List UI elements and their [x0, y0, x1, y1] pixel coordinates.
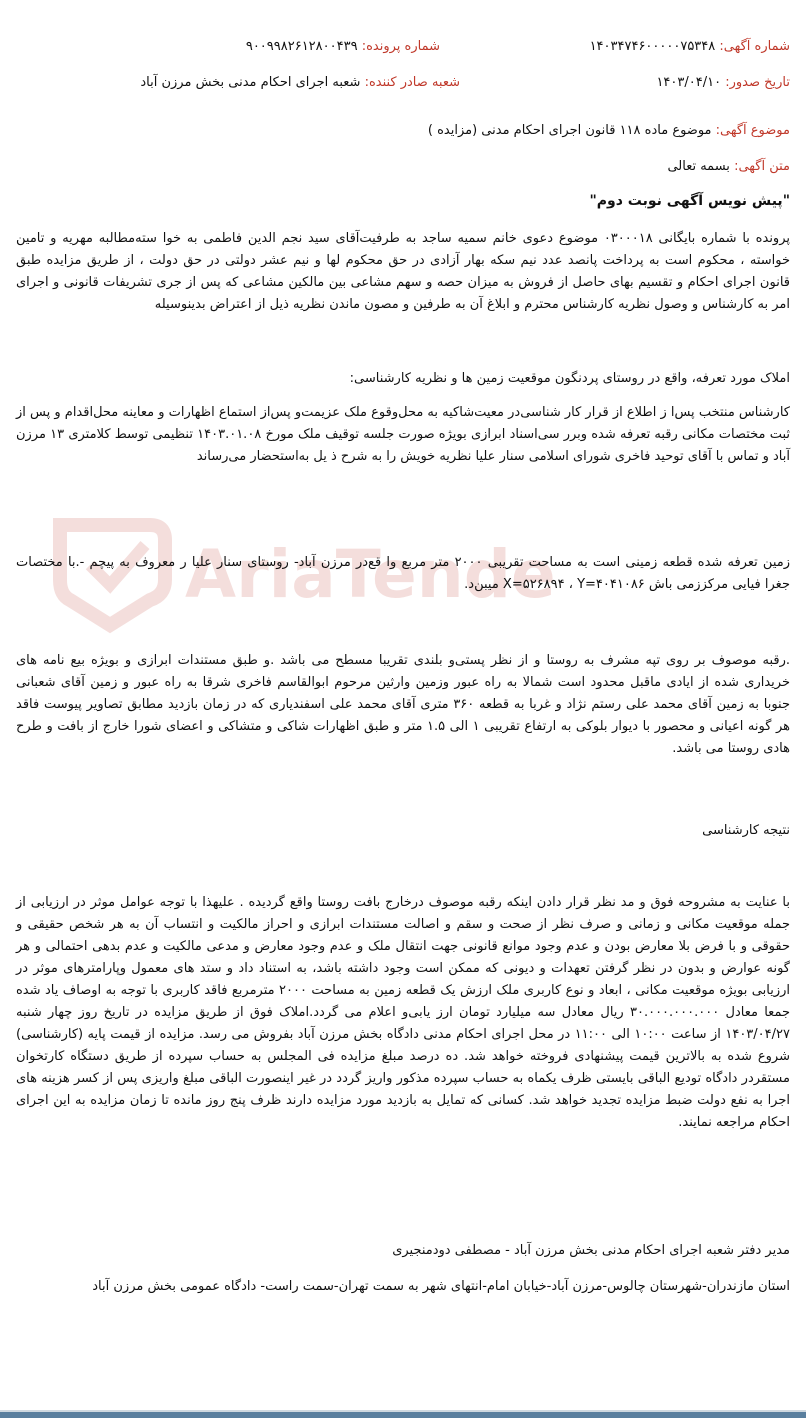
body-head-label: متن آگهی: — [734, 159, 790, 174]
issuer — [140, 74, 460, 92]
body-head-text: بسمه تعالی — [667, 159, 730, 174]
ad-number — [590, 38, 790, 56]
paragraph-signature: مدیر دفتر شعبه اجرای احکام مدنی بخش مرزن آباد - مصطفی دودمنجیری — [392, 1243, 790, 1258]
paragraph-boundaries: .رقبه موصوف بر روی تپه مشرف به روستا و از نظر پستی‌و بلندی تقریبا مسطح می باشد .و طبق مستندات ابرازی و بویژه بیع نامه های خریداری شده از ایادی ماقبل محدود است شمالا به راه عبور وزمین وارثین مرحوم ابوالقاسم فاخری شرقا به راه عبور و زمین آقای شعبانی جنوبا به زمین آقای محمد علی رستم نژاد و غربا به قطعه ۳۶۰ متری آقای محمد علی اسفندیاری که در زمان بازدید مطابق تصاویر پیوست فاقد هر گونه اعیانی و محصور با دیوار بلوکی به ارتفاع تقریبی ۱ الی ۱.۵ متر و طبق اظهارات شاکی و متشاکی و اعضای شورا خارج از بافت و طرح هادی روستا می باشد. — [16, 653, 790, 756]
subject — [428, 122, 790, 140]
case-number — [246, 38, 440, 56]
draft-title: "پیش نویس آگهی نوبت دوم" — [589, 193, 790, 209]
paragraph-properties-heading: املاک مورد تعرفه، واقع در روستای پردنگون موقعیت زمین ها و نظریه کارشناسی: — [349, 371, 790, 386]
issuer-value: شعبه اجرای احکام مدنی بخش مرزن آباد — [140, 75, 361, 90]
paragraph-expert-visit: کارشناس منتخب پس‌ا ز اطلاع از قرار کار شناسی‌در معیت‌شاکیه به محل‌وقوع ملک عزیمت‌و پس‌از استماع اظهارات و معاینه محل‌اقدام و پس از ثبت مختصات مکانی رقبه تعرفه شده وبرر سی‌اسناد ابرازی بویژه صورت جلسه توقیف ملک مورخ ۱۴۰۳.۰۱.۰۸ تنظیمی توسط کلامتری ۱۳ مرزن آباد و تماس با آقای توحید فاخری شورای اسلامی سنار علیا نظریه خویش را به شرح ذ یل به‌استحضار می‌ر‌ساند — [16, 405, 790, 464]
section-heading-expert-result: نتیجه کارشناسی — [702, 823, 790, 838]
ad-number-label: شماره آگهی: — [719, 39, 790, 54]
issuer-label: شعبه صادر کننده: — [364, 75, 460, 90]
ad-number-value: ۱۴۰۳۴۷۴۶۰۰۰۰۰۷۵۳۴۸ — [589, 39, 716, 54]
issue-date-value: ۱۴۰۳/۰۴/۱۰ — [656, 75, 722, 90]
paragraph-valuation-auction: با عنایت به مشروحه فوق و مد نظر قرار دادن اینکه رقبه موصوف درخارج بافت روستا واقع گردیده . علیهذا با توجه عوامل موثر در ارزیابی از جمله موقعیت مکانی و زمانی و صرف نظر از صحت و سقم و اصالت مستندات ابرازی و احراز مالکیت و انتساب آن به هر شخص حقیقی و حقوقی و با فرض بلا معارض بودن و عدم وجود موانع قانونی جهت انتقال ملک و عدم وجود معارض و مدعی مالکیت و عدم بدهی احتمالی و هر گونه عوارض و بدون در نظر گرفتن تعهدات و دیونی که ممکن است وجود داشته باشد، به استناد داد و ستد های معمول وپارامترهای موثر در ارزیابی بویژه موقعیت مکانی ، ابعاد و نوع کاربری ملک ارزش یک قطعه زمین به مساحت ۲۰۰۰ مترمربع فاقد کاربری با توجه به اوصاف یاد شده جمعا معادل ۳۰.۰۰۰.۰۰۰.۰۰۰ ریال معادل سه میلیارد تومان ارز یابی‌و اعلام می گردد.املاک فوق از طریق مزایده در تاریخ روز چهار شنبه ۱۴۰۳/۰۴/۲۷ از ساعت ۱۰:۰۰ الی ۱۱:۰۰ در محل اجرای احکام مدنی دادگاه بخش مرزن آباد بفروش می رسد. مزایده از قیمت پایه (کارشناسی) شروع شده به بالاترین قیمت پیشنهادی فروخته خواهد شد. ده درصد مبلغ مزایده فی المجلس به حساب سپرده از طریق دستگاه کارتخوان مستقردر دادگاه تودیع الباقی بایستی ظرف یکماه به حساب سپرده مذکور واریز گردد در غیر اینصورت الباقی مبلغ واریزی پس از کسر هزینه های اجرا به نفع دولت ضبط مزایده تجدید خواهد شد. کسانی که تمایل به بازدید مورد مزایده دارند ظرف پنج روز مانده تا زمان مزایده به این اجرای احکام مراجعه نمایند. — [16, 895, 791, 1130]
paragraph-case-intro: پرونده با شماره بایگانی ۰۳۰۰۰۱۸ موضوع دعوی خانم سمیه ساجد به طرفیت‌آقای سید نجم الدین فاطمی به خوا سته‌مطالبه مهریه و تامین خواسته ، محکوم است به پرداخت پانصد عدد نیم سکه بهار آزادی در حق محکوم لها و نیم عشر دولتی در حق دولت ، از طریق مزایده طبق قانون اجرای احکام و تقسیم بهای حاصل از فروش به میزان حصه و سهم مشاعی بین مالکین مشاعی که پس از جری تشریفات قانونی و اجرای امر به کارشناس و وصول نظریه کارشناس محترم و ابلاغ آن به طرفین و مصون ماندن نظریه ذیل از اعتراض بدینوسیله — [16, 231, 791, 312]
case-number-value: ۹۰۰۹۹۸۲۶۱۲۸۰۰۴۳۹ — [245, 39, 358, 54]
subject-text: موضوع ماده ۱۱۸ قانون اجرای احکام مدنی (مزایده ) — [427, 123, 712, 138]
issue-date — [656, 74, 790, 92]
body-head — [667, 158, 790, 176]
paragraph-address: استان مازندران-شهرستان چالوس-مرزن آباد-خیابان امام-انتهای شهر به سمت تهران-سمت راست- دادگاه عمومی بخش مرزن آباد — [92, 1279, 790, 1294]
subject-label: موضوع آگهی: — [715, 123, 790, 138]
case-number-label: شماره پرونده: — [361, 39, 440, 54]
watermark-text: AriaTende — [185, 536, 556, 613]
issue-date-label: تاریخ صدور: — [725, 75, 790, 90]
bottom-bar — [0, 1412, 806, 1418]
paragraph-land-description: زمین تعرفه شده قطعه زمینی است به مساحت تقریبی ۲۰۰۰ متر مربع وا قع‌در مرزن آباد- روستای سنار علیا ر معروف به پیچم -.با مختصات جغرا فیایی مرکززمی باش X=۵۲۶۸۹۴ ، Y=۴۰۴۱۰۸۶ میبن‌د. — [16, 555, 790, 592]
